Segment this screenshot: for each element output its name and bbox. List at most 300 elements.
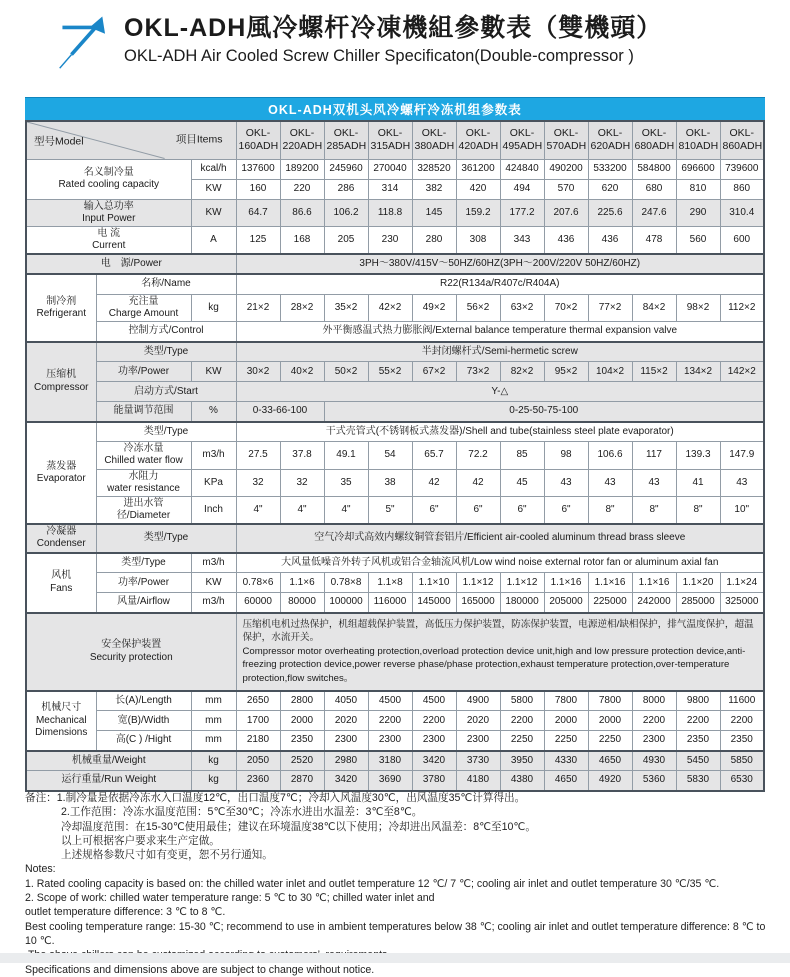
value-cell: 2650: [236, 691, 280, 711]
note-line-en: Notes:: [25, 863, 56, 876]
value-cell: 285000: [676, 593, 720, 613]
value-cell: 70×2: [544, 294, 588, 321]
value-cell: 142×2: [720, 362, 764, 382]
value-cell: 2000: [544, 711, 588, 731]
security-line: Compressor motor overheating protection,overload protection device unit,high and low pressure protection device,anti-freezing protection device,power reverse phase/phase protection,exhaust temperature protection,over-temperature protection,flow switches。: [242, 645, 746, 684]
value-cell: 2050: [236, 751, 280, 771]
value-cell: 145000: [412, 593, 456, 613]
spec-row: [26, 402, 764, 422]
value-cell: 230: [368, 226, 412, 254]
value-cell: 4900: [456, 691, 500, 711]
value-cell: 2350: [720, 731, 764, 751]
merged-value-cell: 3PH～380V/415V～50HZ/60HZ(3PH～200V/220V 50HZ/60HZ): [236, 254, 764, 274]
value-cell: 2180: [236, 731, 280, 751]
row-label: 安全保护装置 Security protection: [26, 613, 236, 691]
value-cell: 739600: [720, 159, 764, 179]
value-cell: 2250: [500, 731, 544, 751]
row-label: 充注量 Charge Amount: [96, 294, 191, 321]
value-cell: 6": [544, 496, 588, 524]
value-cell: 28×2: [280, 294, 324, 321]
value-cell: 478: [632, 226, 676, 254]
value-cell: 177.2: [500, 199, 544, 226]
row-label: 功率/Power: [96, 573, 191, 593]
row-label: 启动方式/Start: [96, 382, 236, 402]
note-line-zh: 冷却温度范围：在15-30℃使用最佳；建议在环境温度38℃以下使用；冷却进出风温差：8℃至10℃。: [61, 820, 536, 833]
value-cell: 3780: [412, 771, 456, 791]
value-cell: 1.1×20: [676, 573, 720, 593]
value-cell: 310.4: [720, 199, 764, 226]
value-cell: 533200: [588, 159, 632, 179]
model-header: OKL- 220ADH: [280, 121, 324, 159]
value-cell: 420: [456, 179, 500, 199]
value-cell: 436: [544, 226, 588, 254]
value-cell: 42: [412, 469, 456, 496]
value-cell: 160: [236, 179, 280, 199]
table-banner: OKL-ADH双机头风冷螺杆冷冻机组参数表: [25, 97, 765, 120]
note-line-zh: 2.工作范围：冷冻水温度范围：5℃至30℃；冷冻水进出水温差：3℃至8℃。: [61, 806, 423, 819]
spec-row: [26, 573, 764, 593]
model-items-corner-cell: [26, 121, 236, 159]
value-cell: 5450: [676, 751, 720, 771]
value-cell: 436: [588, 226, 632, 254]
value-cell: 494: [500, 179, 544, 199]
value-cell: 2300: [412, 731, 456, 751]
value-cell: 137600: [236, 159, 280, 179]
unit-label: Inch: [191, 496, 236, 524]
value-cell: 620: [588, 179, 632, 199]
value-cell: 4650: [588, 751, 632, 771]
value-cell: 225.6: [588, 199, 632, 226]
note-line-zh: 备注：1.制冷量是依据冷冻水入口温度12℃，出口温度7℃；冷却入风温度30℃，出风温度35℃计算得出。: [25, 792, 526, 804]
value-cell: 86.6: [280, 199, 324, 226]
value-cell: 5": [368, 496, 412, 524]
value-cell: 115×2: [632, 362, 676, 382]
value-cell: 2020: [456, 711, 500, 731]
note-line-en: Specifications and dimensions above are subject to change without notice.: [25, 963, 375, 976]
value-cell: 6": [500, 496, 544, 524]
value-cell: 205: [324, 226, 368, 254]
value-cell: 50×2: [324, 362, 368, 382]
value-cell: 4920: [588, 771, 632, 791]
spec-row: [26, 322, 764, 342]
value-cell: 2300: [456, 731, 500, 751]
value-cell: 82×2: [500, 362, 544, 382]
value-cell: 43: [588, 469, 632, 496]
row-label: 类型/Type: [96, 553, 191, 573]
value-cell: 1.1×12: [456, 573, 500, 593]
masthead: [56, 8, 662, 70]
value-cell: 95×2: [544, 362, 588, 382]
row-label: 名义制冷量 Rated cooling capacity: [26, 159, 191, 199]
value-cell: 49.1: [324, 442, 368, 469]
value-cell: 134×2: [676, 362, 720, 382]
model-header: OKL- 380ADH: [412, 121, 456, 159]
value-cell: 4330: [544, 751, 588, 771]
value-cell: 8000: [632, 691, 676, 711]
unit-label: mm: [191, 731, 236, 751]
value-cell: 4": [236, 496, 280, 524]
spec-row: [26, 382, 764, 402]
value-cell: 145: [412, 199, 456, 226]
value-cell: 180000: [500, 593, 544, 613]
value-cell: 205000: [544, 593, 588, 613]
spec-row: [26, 294, 764, 321]
value-cell: 32: [236, 469, 280, 496]
note-line-en: outlet temperature difference: 3 ℃ to 8 ℃.: [25, 906, 226, 919]
note-line-en: 1. Rated cooling capacity is based on: the chilled water inlet and outlet temperature 12 ℃/ 7 ℃; cooling air inlet and outlet temperature 30 ℃/35 ℃.: [25, 877, 720, 890]
note-line-zh: 以上可根据客户要求来生产定做。: [61, 834, 220, 847]
value-cell: 8": [676, 496, 720, 524]
spec-row: [26, 469, 764, 496]
notes-zh: [25, 791, 773, 862]
value-cell: 1.1×16: [588, 573, 632, 593]
model-header: OKL- 315ADH: [368, 121, 412, 159]
row-label: 类型/Type: [96, 524, 236, 552]
value-cell: 570: [544, 179, 588, 199]
value-cell: 2250: [588, 731, 632, 751]
row-label: 能量调节范围: [96, 402, 191, 422]
value-cell: 308: [456, 226, 500, 254]
row-label: 宽(B)/Width: [96, 711, 191, 731]
value-cell: 40×2: [280, 362, 324, 382]
value-cell: 242000: [632, 593, 676, 613]
unit-label: mm: [191, 691, 236, 711]
note-line-zh: 上述规格参数尺寸如有变更，恕不另行通知。: [61, 849, 273, 862]
value-cell: 4180: [456, 771, 500, 791]
value-cell: 361200: [456, 159, 500, 179]
merged-value-cell: 半封闭螺杆式/Semi-hermetic screw: [236, 342, 764, 362]
value-cell: 65.7: [412, 442, 456, 469]
value-cell: 165000: [456, 593, 500, 613]
value-cell: 5830: [676, 771, 720, 791]
value-cell: 42×2: [368, 294, 412, 321]
value-cell: 72.2: [456, 442, 500, 469]
title-block: [124, 8, 662, 66]
value-cell: 118.8: [368, 199, 412, 226]
value-cell: 2350: [676, 731, 720, 751]
group-label: 蒸发器 Evaporator: [26, 422, 96, 525]
value-cell: 84×2: [632, 294, 676, 321]
value-cell: 98: [544, 442, 588, 469]
spec-row: [26, 553, 764, 573]
model-header: OKL- 680ADH: [632, 121, 676, 159]
value-cell: 1.1×10: [412, 573, 456, 593]
spec-row: [26, 524, 764, 552]
notes-section: [25, 791, 773, 977]
model-header: OKL- 570ADH: [544, 121, 588, 159]
value-cell: 41: [676, 469, 720, 496]
value-cell: 1.1×24: [720, 573, 764, 593]
model-header: OKL- 495ADH: [500, 121, 544, 159]
value-cell: 4930: [632, 751, 676, 771]
model-header: OKL- 420ADH: [456, 121, 500, 159]
value-cell: 67×2: [412, 362, 456, 382]
value-cell: 56×2: [456, 294, 500, 321]
value-cell: 4500: [412, 691, 456, 711]
value-cell: 1700: [236, 711, 280, 731]
value-cell: 2200: [632, 711, 676, 731]
value-cell: 2350: [280, 731, 324, 751]
value-cell: 100000: [324, 593, 368, 613]
unit-label: m3/h: [191, 593, 236, 613]
merged-value-cell: Y-△: [236, 382, 764, 402]
value-cell: 2200: [676, 711, 720, 731]
value-cell: 343: [500, 226, 544, 254]
value-cell: 3420: [412, 751, 456, 771]
value-cell: 11600: [720, 691, 764, 711]
spec-row: [26, 362, 764, 382]
value-cell: 189200: [280, 159, 324, 179]
value-cell: 104×2: [588, 362, 632, 382]
value-cell: 2520: [280, 751, 324, 771]
row-label: 类型/Type: [96, 342, 236, 362]
value-cell: 225000: [588, 593, 632, 613]
group-label: 制冷剂 Refrigerant: [26, 274, 96, 341]
spec-row: [26, 274, 764, 294]
value-cell: 106.2: [324, 199, 368, 226]
unit-label: kg: [191, 771, 236, 791]
row-label: 类型/Type: [96, 422, 236, 442]
spec-sheet: [25, 97, 765, 792]
row-label: 输入总功率 Input Power: [26, 199, 191, 226]
value-cell: 584800: [632, 159, 676, 179]
value-cell: 860: [720, 179, 764, 199]
merged-value-cell: 0-25-50-75-100: [324, 402, 764, 422]
note-line-en: 2. Scope of work: chilled water temperature range: 5 ℃ to 30 ℃; chilled water inlet and: [25, 892, 435, 905]
value-cell: 3950: [500, 751, 544, 771]
value-cell: 9800: [676, 691, 720, 711]
page-title-en: OKL-ADH Air Cooled Screw Chiller Specificaton(Double-compressor ): [124, 47, 634, 65]
unit-label: KW: [191, 362, 236, 382]
value-cell: 2300: [368, 731, 412, 751]
row-label: 冷冻水量 Chilled water flow: [96, 442, 191, 469]
model-header: OKL- 160ADH: [236, 121, 280, 159]
value-cell: 3690: [368, 771, 412, 791]
value-cell: 810: [676, 179, 720, 199]
value-cell: 5850: [720, 751, 764, 771]
value-cell: 328520: [412, 159, 456, 179]
value-cell: 6": [456, 496, 500, 524]
value-cell: 1.1×16: [544, 573, 588, 593]
value-cell: 43: [720, 469, 764, 496]
arrow-logo-icon: [56, 12, 116, 70]
security-line: 压缩机电机过热保护，机组超载保护装置，高低压力保护装置，防冻保护装置，电源逆相/缺相保护，排气温度保护，超温保护，水流开关。: [242, 619, 754, 644]
value-cell: 2300: [324, 731, 368, 751]
unit-label: kg: [191, 751, 236, 771]
value-cell: 85: [500, 442, 544, 469]
value-cell: 106.6: [588, 442, 632, 469]
spec-row: [26, 342, 764, 362]
value-cell: 77×2: [588, 294, 632, 321]
value-cell: 8": [588, 496, 632, 524]
group-label: 冷凝器 Condenser: [26, 524, 96, 552]
value-cell: 290: [676, 199, 720, 226]
value-cell: 245960: [324, 159, 368, 179]
value-cell: 2200: [720, 711, 764, 731]
value-cell: 382: [412, 179, 456, 199]
value-cell: 6530: [720, 771, 764, 791]
value-cell: 5360: [632, 771, 676, 791]
value-cell: 2870: [280, 771, 324, 791]
spec-row: [26, 422, 764, 442]
row-label: 运行重量/Run Weight: [26, 771, 191, 791]
corner-model-label: 型号Model: [34, 135, 84, 148]
value-cell: 2250: [544, 731, 588, 751]
value-cell: 168: [280, 226, 324, 254]
row-label: 水阻力 water resistance: [96, 469, 191, 496]
row-label: 高(C ) /Hight: [96, 731, 191, 751]
unit-label: %: [191, 402, 236, 422]
value-cell: 1.1×6: [280, 573, 324, 593]
value-cell: 116000: [368, 593, 412, 613]
spec-row: [26, 226, 764, 254]
spec-row: [26, 496, 764, 524]
model-header: OKL- 810ADH: [676, 121, 720, 159]
value-cell: 159.2: [456, 199, 500, 226]
value-cell: 42: [456, 469, 500, 496]
value-cell: 2360: [236, 771, 280, 791]
row-label: 机械重量/Weight: [26, 751, 191, 771]
merged-value-cell: 0-33-66-100: [236, 402, 324, 422]
group-label: 压缩机 Compressor: [26, 342, 96, 422]
merged-value-cell: 空气冷却式高效内螺纹铜管套铝片/Efficient air-cooled aluminum thread brass sleeve: [236, 524, 764, 552]
merged-value-cell: 外平衡感温式热力膨胀阀/External balance temperature thermal expansion valve: [236, 322, 764, 342]
value-cell: 220: [280, 179, 324, 199]
value-cell: 2000: [280, 711, 324, 731]
merged-value-cell: 干式壳管式(不锈钢板式蒸发器)/Shell and tube(stainless steel plate evaporator): [236, 422, 764, 442]
value-cell: 600: [720, 226, 764, 254]
value-cell: 4050: [324, 691, 368, 711]
spec-row: [26, 593, 764, 613]
spec-row: [26, 613, 764, 691]
value-cell: 64.7: [236, 199, 280, 226]
unit-label: m3/h: [191, 442, 236, 469]
value-cell: 490200: [544, 159, 588, 179]
value-cell: 2000: [588, 711, 632, 731]
value-cell: 1.1×16: [632, 573, 676, 593]
value-cell: 125: [236, 226, 280, 254]
spec-table: [25, 120, 765, 792]
value-cell: 280: [412, 226, 456, 254]
value-cell: 2980: [324, 751, 368, 771]
group-label: 风机 Fans: [26, 553, 96, 613]
value-cell: 43: [632, 469, 676, 496]
row-label: 电 流 Current: [26, 226, 191, 254]
merged-value-cell: 大风量低噪音外转子风机或铝合金轴流风机/Low wind noise external rotor fan or aluminum axial fan: [236, 553, 764, 573]
value-cell: 4500: [368, 691, 412, 711]
value-cell: 696600: [676, 159, 720, 179]
value-cell: 49×2: [412, 294, 456, 321]
value-cell: 0.78×6: [236, 573, 280, 593]
value-cell: 35: [324, 469, 368, 496]
row-label: 控制方式/Control: [96, 322, 236, 342]
merged-value-cell: R22(R134a/R407c/R404A): [236, 274, 764, 294]
value-cell: 286: [324, 179, 368, 199]
row-label: 风量/Airflow: [96, 593, 191, 613]
value-cell: 7800: [544, 691, 588, 711]
value-cell: 4": [324, 496, 368, 524]
row-label: 名称/Name: [96, 274, 236, 294]
unit-label: KPa: [191, 469, 236, 496]
value-cell: 3420: [324, 771, 368, 791]
corner-items-label: 项目Items: [175, 133, 223, 146]
spec-row: [26, 691, 764, 711]
value-cell: 98×2: [676, 294, 720, 321]
unit-label: A: [191, 226, 236, 254]
value-cell: 2300: [632, 731, 676, 751]
value-cell: 73×2: [456, 362, 500, 382]
value-cell: 10": [720, 496, 764, 524]
value-cell: 8": [632, 496, 676, 524]
value-cell: 2020: [324, 711, 368, 731]
value-cell: 30×2: [236, 362, 280, 382]
value-cell: 4": [280, 496, 324, 524]
spec-row: [26, 771, 764, 791]
value-cell: 1.1×8: [368, 573, 412, 593]
value-cell: 2800: [280, 691, 324, 711]
value-cell: 424840: [500, 159, 544, 179]
value-cell: 314: [368, 179, 412, 199]
spec-row: [26, 711, 764, 731]
footer-strip: [0, 953, 790, 963]
value-cell: 38: [368, 469, 412, 496]
value-cell: 7800: [588, 691, 632, 711]
unit-label: KW: [191, 573, 236, 593]
unit-label: kcal/h: [191, 159, 236, 179]
value-cell: 117: [632, 442, 676, 469]
value-cell: 54: [368, 442, 412, 469]
value-cell: 325000: [720, 593, 764, 613]
page-title-zh: OKL-ADH風冷螺杆冷凍機組參數表（雙機頭）: [124, 14, 663, 42]
value-cell: 3730: [456, 751, 500, 771]
value-cell: 3180: [368, 751, 412, 771]
unit-label: kg: [191, 294, 236, 321]
value-cell: 43: [544, 469, 588, 496]
value-cell: 270040: [368, 159, 412, 179]
value-cell: 32: [280, 469, 324, 496]
model-header: OKL- 285ADH: [324, 121, 368, 159]
group-label: 机械尺寸 Mechanical Dimensions: [26, 691, 96, 751]
value-cell: 35×2: [324, 294, 368, 321]
spec-table-body: [26, 121, 764, 791]
value-cell: 6": [412, 496, 456, 524]
value-cell: 27.5: [236, 442, 280, 469]
value-cell: 2200: [368, 711, 412, 731]
value-cell: 60000: [236, 593, 280, 613]
value-cell: 2200: [500, 711, 544, 731]
unit-label: mm: [191, 711, 236, 731]
value-cell: 1.1×12: [500, 573, 544, 593]
spec-row: [26, 254, 764, 274]
model-header: OKL- 860ADH: [720, 121, 764, 159]
value-cell: 55×2: [368, 362, 412, 382]
unit-label: m3/h: [191, 553, 236, 573]
value-cell: 5800: [500, 691, 544, 711]
value-cell: 2200: [412, 711, 456, 731]
value-cell: 4650: [544, 771, 588, 791]
unit-label: KW: [191, 179, 236, 199]
value-cell: 207.6: [544, 199, 588, 226]
row-label: 进出水管径/Diameter: [96, 496, 191, 524]
value-cell: 4380: [500, 771, 544, 791]
spec-row: [26, 731, 764, 751]
value-cell: 63×2: [500, 294, 544, 321]
spec-row: [26, 442, 764, 469]
value-cell: 112×2: [720, 294, 764, 321]
note-line-en: Best cooling temperature range: 15-30 ℃; recommend to use in ambient temperatures below 38 ℃; cooling air inlet and outlet temperature difference: 8 ℃ to 10 ℃.: [25, 920, 769, 947]
value-cell: 37.8: [280, 442, 324, 469]
value-cell: 560: [676, 226, 720, 254]
